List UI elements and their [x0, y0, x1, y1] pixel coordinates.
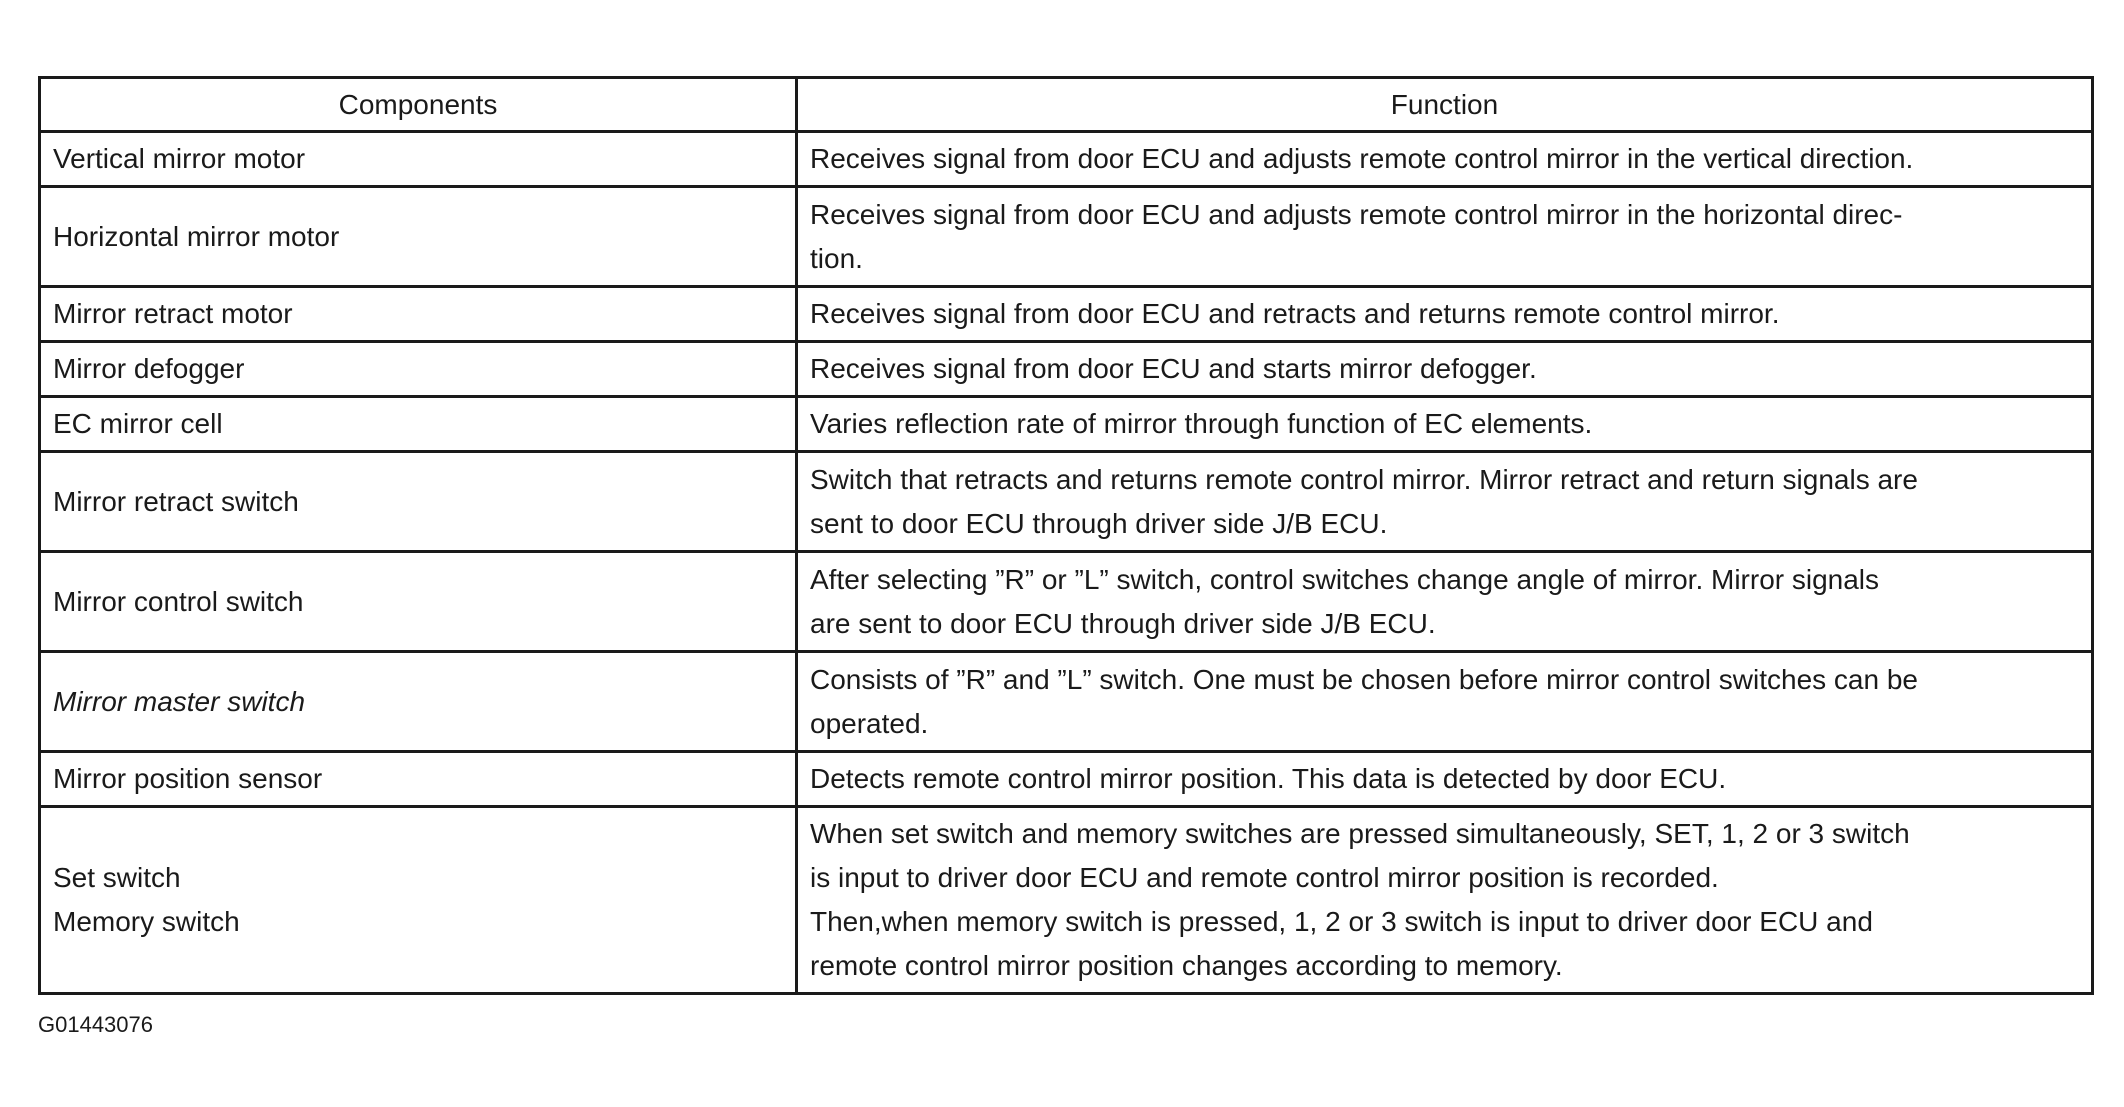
- function-cell: Detects remote control mirror position. This data is detected by door ECU.: [797, 752, 2093, 807]
- function-cell: Varies reflection rate of mirror through function of EC elements.: [797, 397, 2093, 452]
- table-row: [40, 652, 2093, 752]
- component-cell: Mirror position sensor: [40, 752, 797, 807]
- function-cell: When set switch and memory switches are pressed simultaneously, SET, 1, 2 or 3 switch is input to driver door ECU and remote control mirror position is recorded. Then,when memory switch is pressed, 1, 2 or 3 switch is input to driver door ECU and remote control mirror position changes according to memory.: [797, 807, 2093, 994]
- component-cell: Mirror retract motor: [40, 287, 797, 342]
- function-cell: Receives signal from door ECU and retracts and returns remote control mirror.: [797, 287, 2093, 342]
- function-cell: Receives signal from door ECU and starts mirror defogger.: [797, 342, 2093, 397]
- table-row: [40, 452, 2093, 552]
- table-row: [40, 132, 2093, 187]
- table-row: [40, 397, 2093, 452]
- header-components: Components: [40, 78, 797, 132]
- component-cell: Mirror control switch: [40, 552, 797, 652]
- figure-id: G01443076: [38, 1012, 153, 1037]
- function-cell: Consists of ”R” and ”L” switch. One must be chosen before mirror control switches can be operated.: [797, 652, 2093, 752]
- component-cell: EC mirror cell: [40, 397, 797, 452]
- components-table-container: [38, 76, 2091, 995]
- table-header-row: [40, 78, 2093, 132]
- component-cell: Set switch Memory switch: [40, 807, 797, 994]
- component-cell: Mirror defogger: [40, 342, 797, 397]
- table-row: [40, 287, 2093, 342]
- component-cell: Mirror retract switch: [40, 452, 797, 552]
- function-cell: After selecting ”R” or ”L” switch, control switches change angle of mirror. Mirror signals are sent to door ECU through driver side J/B ECU.: [797, 552, 2093, 652]
- component-cell: Horizontal mirror motor: [40, 187, 797, 287]
- component-cell: Vertical mirror motor: [40, 132, 797, 187]
- table-row: [40, 752, 2093, 807]
- table-row: [40, 342, 2093, 397]
- function-cell: Receives signal from door ECU and adjusts remote control mirror in the horizontal direc- tion.: [797, 187, 2093, 287]
- component-cell: Mirror master switch: [40, 652, 797, 752]
- table-row: [40, 807, 2093, 994]
- table-row: [40, 552, 2093, 652]
- table-row: [40, 187, 2093, 287]
- components-function-table: [38, 76, 2094, 995]
- function-cell: Switch that retracts and returns remote control mirror. Mirror retract and return signals are sent to door ECU through driver side J/B ECU.: [797, 452, 2093, 552]
- function-cell: Receives signal from door ECU and adjusts remote control mirror in the vertical direction.: [797, 132, 2093, 187]
- header-function: Function: [797, 78, 2093, 132]
